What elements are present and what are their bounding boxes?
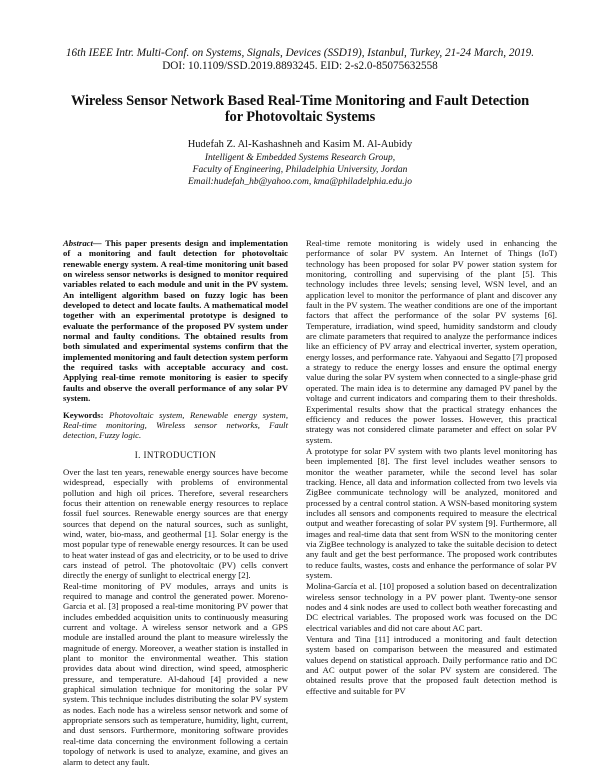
abstract-label: Abstract— (63, 238, 102, 248)
keywords-label: Keywords: (63, 409, 104, 420)
right-column (306, 238, 557, 696)
author-email: Email:hudefah_hb@yahoo.com, kma@philadelphia.edu.jo (187, 177, 413, 187)
keywords (63, 410, 288, 441)
affiliation-group: Intelligent & Embedded Systems Research Group, (204, 153, 396, 163)
paragraph: Real-time monitoring of PV modules, arrays and units is required to manage and control the generated power. Moreno-Garcia et al. [3] proposed a real-time monitoring PV power that includes embedded acquisition units to continuously measuring current and voltage. A wireless sensor network and a GPS module are installed around the plant to measure wirelessly the magnitude of energy. Moreover, a weather station is installed in plant to monitor the environmental weather. This station provides data about wind direction, wind speed, atmospheric pressure, and temperature. Al-dahoud [4] provided a new graphical simulation technique for monitoring the solar PV system. This technique includes distributing the solar PV system as nodes. Each node has a wireless sensor network and some of appropriate sensors such as temperature, humidity, light, current, and dust sensors. Furthermore, monitoring software provides real-time data concerning the environment following a certain topology of network is used to analyze, examine, and gives an alarm to detect any fault. (63, 580, 289, 767)
keywords-text: Photovoltaic system, Renewable energy system, Real-time monitoring, Wireless sensor networks, Fault detection, Fuzzy logic. (63, 409, 288, 441)
abstract-text: This paper presents design and implementation of a monitoring and fault detection for photovoltaic renewable energy system. A real-time monitoring unit based on wireless sensor networks is designed to monitor required variables related to each module and unit in the PV system. An intelligent algorithm based on fuzzy logic has been developed to detect and locate faults. A mathematical model together with an experimental prototype is designed to evaluate the performance of the proposed PV system under normal and faulty conditions. The obtained results from both simulated and experimental systems confirm that the implemented monitoring and fault detection system perform the required tasks with acceptable accuracy and cost. Applying real-time remote monitoring is easier to specify faults and observe the overall performance of any solar PV system. (63, 238, 288, 404)
left-column (63, 238, 288, 767)
paragraph: Molina-García et al. [10] proposed a solution based on decentralization wireless sensor technology in a PV power plant. Twenty-one sensor nodes and 4 sink nodes are used to collect both weather forecasting and DC electrical variables. The proposed work was focused on the DC electrical variables and did not care about AC part. (306, 581, 557, 633)
conference-header: 16th IEEE Intr. Multi-Conf. on Systems, Signals, Devices (SSD19), Istanbul, Turkey, 21-24 March, 2019. (65, 47, 535, 59)
paragraph: A prototype for solar PV system with two plants level monitoring has been implemented [8]. The first level includes weather sensors to monitor the weather parameter, while the second level has solar tracking. Hence, all data and information collected from two levels via ZigBee communicate technology will be analyzed, monitored and processed by a central control station. A WSN-based monitoring system includes all sensors and components required to measure the electrical output and weather forecasting of solar PV system [9]. Furthermore, all images and real-time data that sent from WSN to the monitoring center via ZigBee technology is analyzed to take the suitable decision to detect any fault and get the best performance. The proposed work contributes to reduce faults, wastes, costs and enhance the performance of solar PV system. (306, 445, 557, 580)
affiliation-faculty: Faculty of Engineering, Philadelphia University, Jordan (192, 165, 408, 175)
doi-line: DOI: 10.1109/SSD.2019.8893245. EID: 2-s2.0-85075632558 (162, 60, 438, 72)
paragraph: Ventura and Tina [11] introduced a monitoring and fault detection system based on comparison between the measured and estimated values depend on statistical approach. Daily performance ratio and DC and AC output power of the solar PV system are considered. The obtained results prove that the proposed fault detection method is effective and suitable for PV (306, 634, 557, 696)
paper-title-line1: Wireless Sensor Network Based Real-Time Monitoring and Fault Detection (70, 93, 530, 109)
paper-title-line2: for Photovoltaic Systems (224, 109, 376, 125)
authors: Hudefah Z. Al-Kashashneh and Kasim M. Al-Aubidy (187, 139, 413, 150)
abstract (63, 238, 288, 404)
paper-title (40, 93, 560, 125)
paragraph: Real-time remote monitoring is widely used in enhancing the performance of solar PV system. An Internet of Things (IoT) technology has been proposed for solar PV power station system for monitoring, controlling and supervising of the plant [5]. This technology includes three levels; sensing level, WSN level, and an application level to monitor the performance of plant and discover any fault in the PV system. The weather conditions are one of the important factors that affect the performance of the solar PV systems [6]. Temperature, irradiation, wind speed, humidity sandstorm and cloudy are climate parameters that required to analyze the performance indices like an efficiency of PV array and electrical inverter, system operation, energy losses, and performance rate. Yahyaoui and Segatto [7] proposed a strategy to reduce the energy losses and ensure the optimal energy value during the solar PV system when connected to a single-phase grid operated. The main idea is to determine any damaged PV panel by the voltage and current indicators and comparing them to their thresholds. Experimental results show that the practical strategy enhances the efficiency and reduces the power losses. However, this practical strategy was not considered climate parameter and effect on solar PV system. (306, 238, 557, 445)
section-heading-introduction: I. INTRODUCTION (134, 449, 217, 460)
paragraph: Over the last ten years, renewable energy sources have become widespread, especially with problems of environmental pollution and high oil prices. Therefore, several researchers focus their attention on renewable energy resources to replace fossil fuel sources. Renewable energy sources are that energy sources that depend on the natural sources, such as sunlight, wind, water, bio-mass, and geothermal [1]. Solar energy is the most popular type of renewable energy resources. It can be used to heat water instead of gas and electricity, or to be used to drive cars instead of petrol. The photovoltaic (PV) cells convert directly the energy of sunlight to electrical energy [2]. (63, 466, 288, 581)
